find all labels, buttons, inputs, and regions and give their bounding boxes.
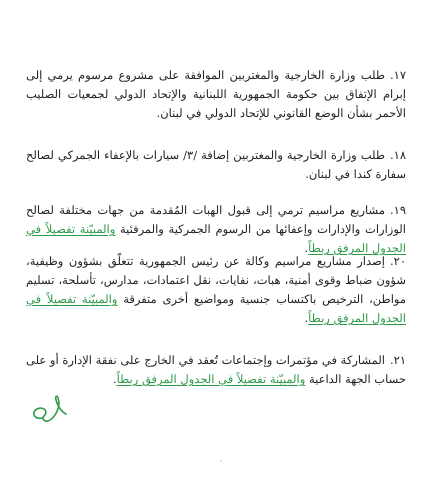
item-text: مشاريع مراسيم ترمي إلى قبول الهبات المُقدمة من جهات مختلفة لصالح الوزارات والإدارات وإعفائها من الرسوم الجمركية والمرفئية [26,203,406,236]
agenda-item-20 [26,252,406,328]
speck-mark [220,460,222,462]
item-tail: . [112,372,117,386]
item-tail: . [304,241,309,255]
item-highlight-link: والمبيّنة تفصيلاً في الجدول المرفق ربطاً [26,292,406,325]
item-number: ١٨. [389,148,406,162]
item-highlight-link: والمبيّنة تفصيلاً في الجدول المرفق ربطاً [26,222,406,255]
item-text: المشاركة في مؤتمرات وإجتماعات تُعقد في الخارج على نفقة الإدارة أو على حساب الجهة الداعية [26,353,406,386]
agenda-item-17 [26,66,406,123]
item-number: ١٩. [389,203,406,217]
item-text: إصدار مشاريع مراسيم وكالة عن رئيس الجمهورية تتعلّق بشؤون وظيفية، شؤون ضباط وقوى أمنية، هبات، نفايات، نقل اعتمادات، مدارس، تأسلحة، تسليم مواطن، الترخيص باكتساب جنسية ومواضيع أخرى متفرقة [26,254,406,306]
item-text: طلب وزارة الخارجية والمغتربين إضافة /٣/ سيارات بالإعفاء الجمركي لصالح سفارة كندا في لبنان. [26,148,406,181]
agenda-item-21 [26,351,406,389]
item-text: طلب وزارة الخارجية والمغتربين الموافقة على مشروع مرسوم يرمي إلى إبرام الإتفاق بين حكومة الجمهورية اللبنانية والإتحاد الدولي لجمعيات الصليب الأحمر بشأن الوضع القانوني للإتحاد الدولي في لبنان. [26,68,406,120]
item-number: ٢٠. [389,254,406,268]
agenda-item-19 [26,201,406,258]
item-highlight-link: والمبيّنة تفصيلاً في الجدول المرفق ربطاً [116,372,306,386]
agenda-item-18 [26,146,406,184]
handwritten-signature-icon [28,392,68,428]
item-tail: . [304,311,309,325]
item-number: ١٧. [389,68,406,82]
item-number: ٢١. [389,353,406,367]
